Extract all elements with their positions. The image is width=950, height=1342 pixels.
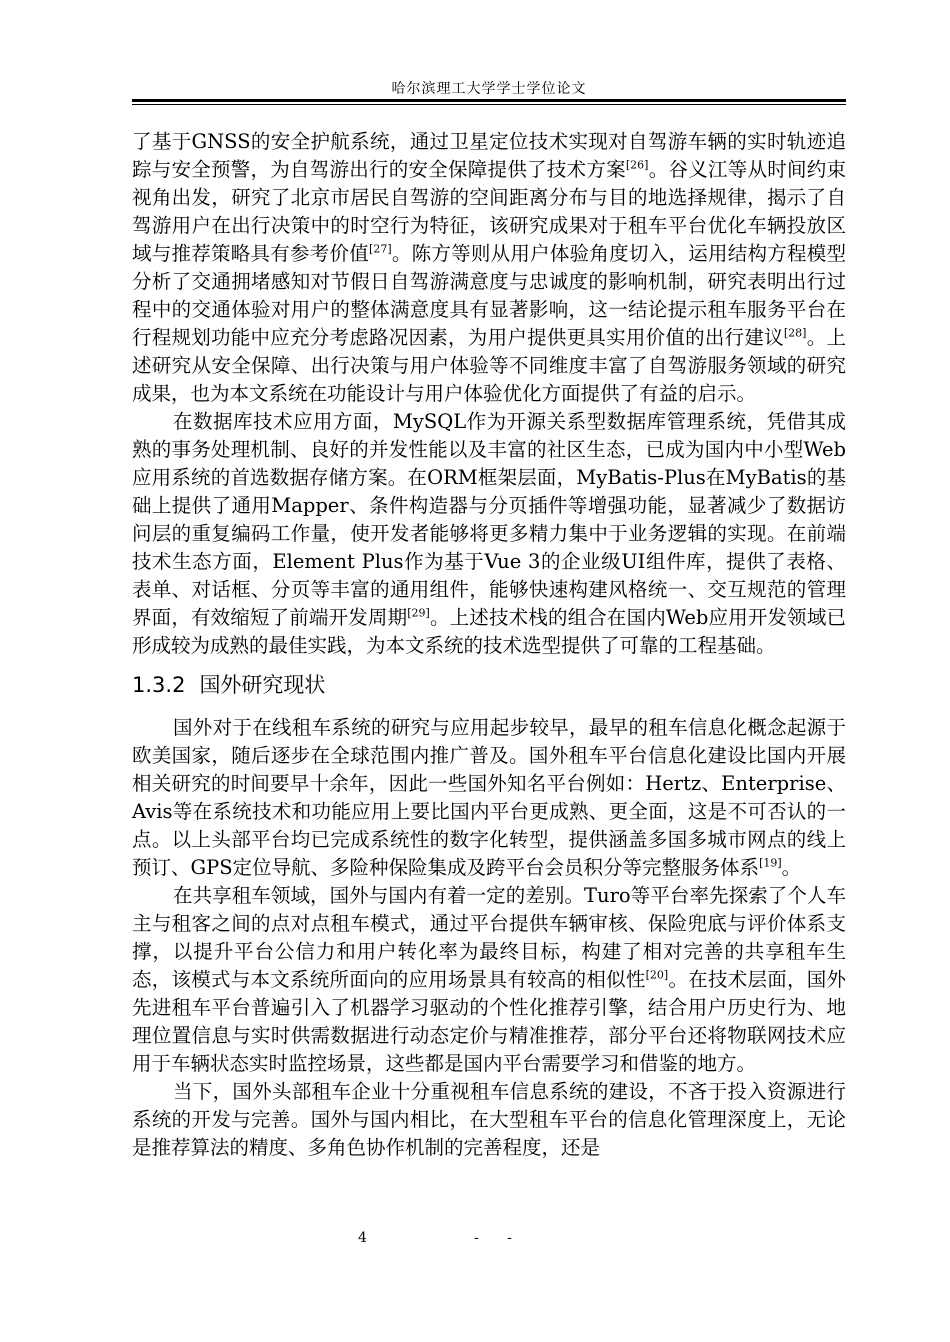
paragraph-text: 了基于GNSS的安全护航系统，通过卫星定位技术实现对自驾游车辆的实时轨迹追踪与安全预警，为自驾游出行的安全保障提供了技术方案 — [132, 130, 846, 181]
page-dashes: - - — [474, 1230, 524, 1246]
body-paragraph — [132, 714, 846, 882]
paragraph-text: 。陈方等则从用户体验角度切入，运用结构方程模型分析了交通拥堵感知对节假日自驾游满意度与忠诚度的影响机制，研究表明出行过程中的交通体验对用户的整体满意度具有显著影响，这一结论提示租车服务平台在行程规划功能中应充分考虑路况因素，为用户提供更具实用价值的出行建议 — [132, 242, 846, 349]
header-rule-thin — [132, 104, 846, 105]
paragraph-text: 。上述研究从安全保障、出行决策与用户体验等不同维度丰富了自驾游服务领域的研究成果，也为本文系统在功能设计与用户体验优化方面提供了有益的启示。 — [132, 326, 846, 405]
citation-ref: [19] — [759, 856, 782, 870]
body-paragraph — [132, 128, 846, 408]
paragraph-group-bottom — [132, 714, 846, 1162]
paragraph-text: 在数据库技术应用方面，MySQL作为开源关系型数据库管理系统，凭借其成熟的事务处理机制、良好的并发性能以及丰富的社区生态，已成为国内中小型Web应用系统的首选数据存储方案。在ORM框架层面，MyBatis-Plus在MyBatis的基础上提供了通用Mapper、条件构造器与分页插件等增强功能，显著减少了数据访问层的重复编码工作量，使开发者能够将更多精力集中于业务逻辑的实现。在前端技术生态方面，Element Plus作为基于Vue 3的企业级UI组件库，提供了表格、表单、对话框、分页等丰富的通用组件，能够快速构建风格统一、交互规范的管理界面，有效缩短了前端开发周期 — [132, 410, 846, 629]
paragraph-group-top — [132, 128, 846, 660]
body-paragraph — [132, 882, 846, 1078]
header-rule-thick — [132, 99, 846, 102]
citation-ref: [20] — [645, 968, 669, 982]
paragraph-text: 。 — [781, 856, 802, 879]
page-number: 4 — [358, 1230, 367, 1246]
section-heading — [132, 670, 846, 700]
page-header: 哈尔滨理工大学学士学位论文 — [391, 81, 587, 97]
paragraph-text: 当下，国外头部租车企业十分重视租车信息系统的建设，不吝于投入资源进行系统的开发与完善。国外与国内相比，在大型租车平台的信息化管理深度上，无论是推荐算法的精度、多角色协作机制的完善程度，还是 — [132, 1080, 846, 1159]
citation-ref: [27] — [369, 242, 392, 256]
citation-ref: [26] — [625, 158, 649, 172]
paragraph-text: 在共享租车领域，国外与国内有着一定的差别。Turo等平台率先探索了个人车主与租客之间的点对点租车模式，通过平台提供车辆审核、保险兜底与评价体系支撑，以提升平台公信力和用户转化率为最终目标，构建了相对完善的共享租车生态，该模式与本文系统所面向的应用场景具有较高的相似性 — [132, 884, 846, 991]
paragraph-text: 。上述技术栈的组合在国内Web应用开发领域已形成较为成熟的最佳实践，为本文系统的技术选型提供了可靠的工程基础。 — [132, 606, 846, 657]
body-paragraph — [132, 408, 846, 660]
section-number: 1.3.2 — [132, 673, 186, 697]
page-body — [132, 128, 846, 1162]
paragraph-text: 国外对于在线租车系统的研究与应用起步较早，最早的租车信息化概念起源于欧美国家，随后逐步在全球范围内推广普及。国外租车平台信息化建设比国内开展相关研究的时间要早十余年，因此一些国外知名平台例如：Hertz、Enterprise、Avis等在系统技术和功能应用上要比国内平台更成熟、更全面，这是不可否认的一点。以上头部平台均已完成系统性的数字化转型，提供涵盖多国多城市网点的线上预订、GPS定位导航、多险种保险集成及跨平台会员积分等完整服务体系 — [132, 716, 846, 879]
body-paragraph — [132, 1078, 846, 1162]
citation-ref: [29] — [407, 606, 430, 620]
section-title: 国外研究现状 — [199, 673, 326, 697]
paragraph-text: 。在技术层面，国外先进租车平台普遍引入了机器学习驱动的个性化推荐引擎，结合用户历史行为、地理位置信息与实时供需数据进行动态定价与精准推荐，部分平台还将物联网技术应用于车辆状态实时监控场景，这些都是国内平台需要学习和借鉴的地方。 — [132, 968, 846, 1075]
paragraph-text: 。谷义江等从时间约束视角出发，研究了北京市居民自驾游的空间距离分布与目的地选择规律，揭示了自驾游用户在出行决策中的时空行为特征，该研究成果对于租车平台优化车辆投放区域与推荐策略具有参考价值 — [132, 158, 846, 265]
citation-ref: [28] — [783, 326, 807, 340]
